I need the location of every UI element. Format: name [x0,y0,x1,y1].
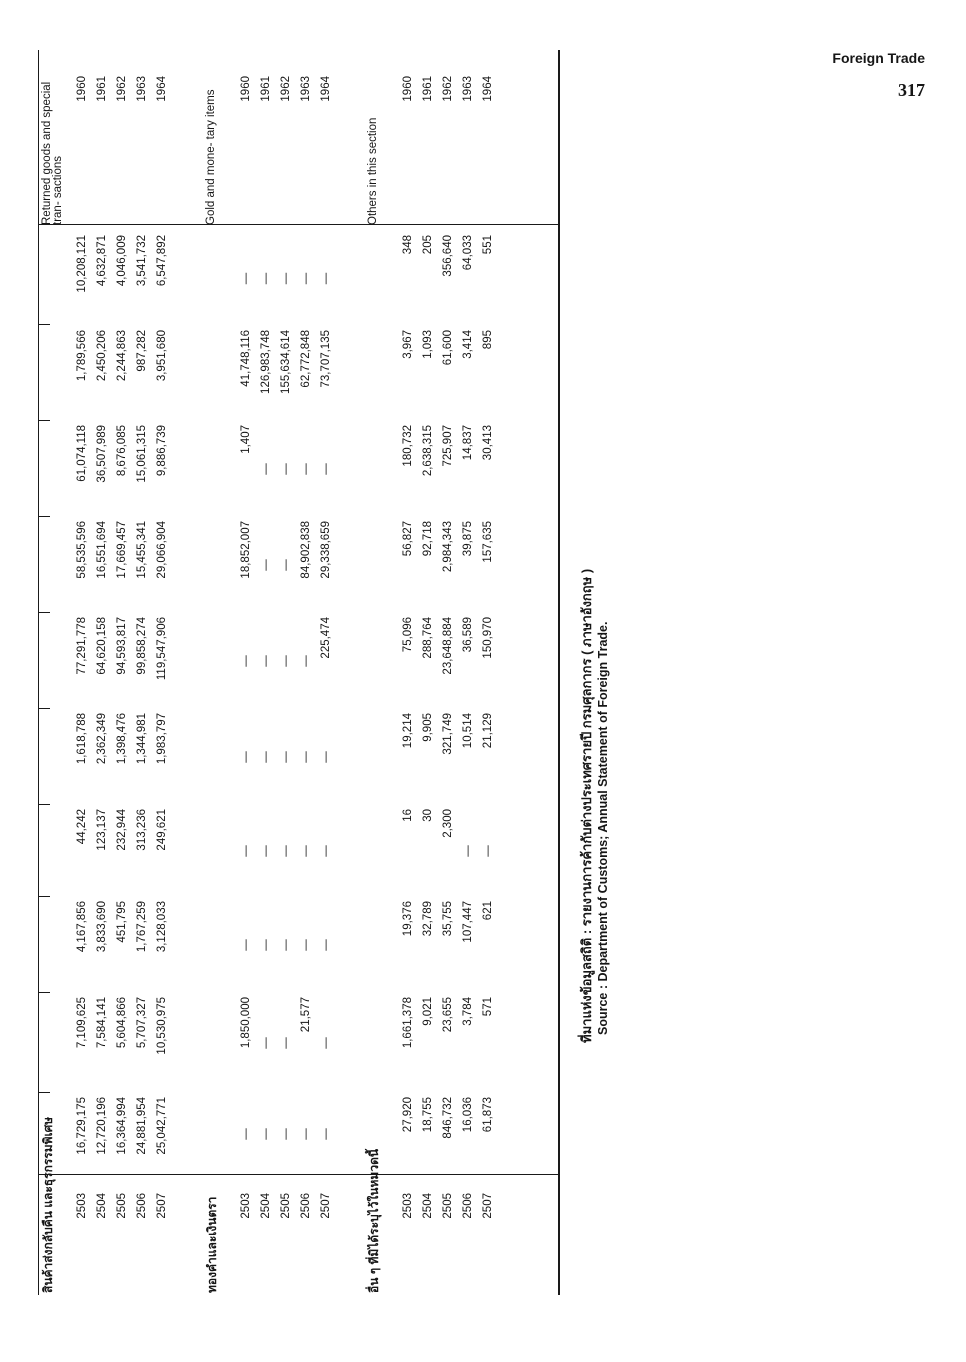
year-be-cell: 2504 [96,1193,108,1219]
year-ad-cell: 1964 [320,76,332,102]
year-be-cell: 2506 [136,1193,148,1219]
value-cell: 30,413 [482,425,494,461]
year-be-cell: 2505 [280,1193,292,1219]
value-cell: 2,984,343 [442,521,454,573]
year-be-cell: 2505 [116,1193,128,1219]
year-be-cell: 2505 [442,1193,454,1219]
value-cell: 75,096 [402,617,414,653]
year-ad-cell: 1964 [482,76,494,102]
value-cell: 14,837 [462,425,474,461]
value-cell: 3,414 [462,330,474,359]
value-cell: — [300,939,312,951]
value-cell: — [260,939,272,951]
value-cell: — [320,751,332,763]
source-note-thai: ที่มาแห่งข้อมูลสถิติ : รายงานการค้ากับต่างประเทศรายปี กรมศุลกากร ( ภาษาอังกฤษ ) [579,568,594,1043]
value-cell: 3,128,033 [156,901,168,953]
year-ad-cell: 1960 [76,76,88,102]
year-ad-cell: 1960 [402,76,414,102]
value-cell: — [280,272,292,285]
value-cell: — [260,1128,272,1140]
value-cell: 30 [422,809,434,822]
year-ad-cell: 1962 [116,76,128,102]
value-cell: 56,827 [402,521,414,557]
value-cell: — [280,1128,292,1140]
value-cell: — [320,272,332,285]
value-cell: 94,593,817 [116,617,128,675]
value-cell: 5,604,866 [116,997,128,1049]
value-cell: — [300,751,312,763]
value-cell: 23,655 [442,997,454,1033]
value-cell: — [240,272,252,285]
value-cell: — [240,1128,252,1140]
value-cell: 126,983,748 [260,330,272,394]
value-cell: 9,886,739 [156,425,168,477]
value-cell: 1,661,378 [402,997,414,1049]
value-cell: 1,618,788 [76,713,88,765]
year-be-cell: 2506 [300,1193,312,1219]
value-cell: 16 [402,809,414,822]
value-cell: 27,920 [402,1097,414,1133]
table-bottom-rule [558,50,560,1295]
value-cell: 321,749 [442,713,454,755]
year-be-cell: 2507 [482,1193,494,1219]
value-cell: 32,789 [422,901,434,937]
value-cell: 17,669,457 [116,521,128,579]
value-cell: 2,638,315 [422,425,434,477]
value-cell: 895 [482,330,494,350]
value-cell: 180,732 [402,425,414,467]
value-cell: 3,541,732 [136,235,148,287]
value-cell: 18,755 [422,1097,434,1133]
value-cell: 119,547,906 [156,617,168,681]
value-cell: — [320,939,332,951]
section-label-thai: สินค้าส่งกลับคืน และธุรกรรมพิเศษ [41,1116,55,1293]
value-cell: — [280,845,292,857]
table-section [368,50,498,1295]
value-cell: 25,042,771 [156,1097,168,1155]
value-cell: — [260,751,272,763]
value-cell: — [300,845,312,857]
value-cell: 99,858,274 [136,617,148,675]
value-cell: 16,364,994 [116,1097,128,1155]
value-cell: — [260,463,272,475]
value-cell: 61,873 [482,1097,494,1133]
section-label-thai: ทองคำและเงินตรา [205,1196,219,1293]
value-cell: 1,850,000 [240,997,252,1049]
value-cell: 36,589 [462,617,474,653]
value-cell: 35,755 [442,901,454,937]
value-cell: 725,907 [442,425,454,467]
value-cell: 4,632,871 [96,235,108,287]
value-cell: — [320,1128,332,1140]
value-cell: 4,046,009 [116,235,128,287]
table-section [42,50,172,1295]
value-cell: 1,398,476 [116,713,128,765]
value-cell: 58,535,596 [76,521,88,579]
value-cell: 451,795 [116,901,128,943]
value-cell: — [280,1037,292,1049]
value-cell: 16,729,175 [76,1097,88,1155]
value-cell: — [260,1037,272,1049]
value-cell: — [462,845,474,857]
page-header [832,50,925,101]
value-cell: 24,881,954 [136,1097,148,1155]
year-be-cell: 2503 [402,1193,414,1219]
value-cell: 3,951,680 [156,330,168,382]
year-be-cell: 2504 [422,1193,434,1219]
trade-table [38,50,568,1295]
value-cell: — [240,939,252,951]
value-cell: 23,648,884 [442,617,454,675]
value-cell: 1,407 [240,425,252,454]
year-be-cell: 2503 [76,1193,88,1219]
year-ad-cell: 1961 [96,76,108,102]
value-cell: — [300,1128,312,1140]
value-cell: — [320,1037,332,1049]
value-cell: 313,236 [136,809,148,851]
value-cell: 2,362,349 [96,713,108,765]
value-cell: 15,061,315 [136,425,148,483]
value-cell: 123,137 [96,809,108,851]
section-label-thai: อื่น ๆ ที่มิได้ระบุไว้ในหมวดนี้ [367,1148,381,1293]
value-cell: 288,764 [422,617,434,659]
value-cell: 29,066,904 [156,521,168,579]
value-cell: 10,208,121 [76,235,88,293]
year-ad-cell: 1963 [462,76,474,102]
value-cell: — [280,751,292,763]
value-cell: 205 [422,235,434,255]
value-cell: 1,344,981 [136,713,148,765]
table-top-rule [38,50,39,1295]
value-cell: 6,547,892 [156,235,168,287]
value-cell: 3,784 [462,997,474,1026]
year-ad-cell: 1962 [280,76,292,102]
section-label-english: Others in this section [367,117,379,225]
value-cell: 29,338,659 [320,521,332,579]
value-cell: — [300,463,312,475]
year-be-cell: 2503 [240,1193,252,1219]
value-cell: 21,129 [482,713,494,749]
value-cell: 15,455,341 [136,521,148,579]
value-cell: 356,640 [442,235,454,277]
value-cell: 73,707,135 [320,330,332,388]
value-cell: — [300,655,312,667]
value-cell: 3,967 [402,330,414,359]
year-be-cell: 2507 [320,1193,332,1219]
value-cell: 64,620,158 [96,617,108,675]
page-number: 317 [898,80,925,100]
value-cell: 5,707,327 [136,997,148,1049]
value-cell: 846,732 [442,1097,454,1139]
year-ad-cell: 1964 [156,76,168,102]
value-cell: — [320,463,332,475]
value-cell: 61,074,118 [76,425,88,482]
value-cell: 155,634,614 [280,330,292,394]
value-cell: 150,970 [482,617,494,659]
value-cell: 62,772,848 [300,330,312,388]
year-ad-cell: 1961 [422,76,434,102]
value-cell: — [280,559,292,571]
value-cell: 7,584,141 [96,997,108,1049]
value-cell: — [240,751,252,763]
value-cell: 19,376 [402,901,414,937]
value-cell: 41,748,116 [240,330,252,387]
value-cell: — [240,845,252,857]
year-ad-cell: 1961 [260,76,272,102]
value-cell: 3,833,690 [96,901,108,953]
year-be-cell: 2506 [462,1193,474,1219]
value-cell: 84,902,838 [300,521,312,579]
value-cell: 36,507,989 [96,425,108,483]
value-cell: 1,767,259 [136,901,148,953]
value-cell: 61,600 [442,330,454,366]
section-label-english: Returned goods and special tran- sactions [41,81,64,225]
value-cell: 10,530,975 [156,997,168,1055]
running-header-title: Foreign Trade [832,50,925,66]
table-section [206,50,336,1295]
value-cell: 16,551,694 [96,521,108,579]
rotated-table-block [38,50,610,1295]
value-cell: 64,033 [462,235,474,271]
value-cell: 16,036 [462,1097,474,1133]
value-cell: 9,021 [422,997,434,1026]
value-cell: — [280,939,292,951]
value-cell: — [260,272,272,285]
value-cell: 12,720,196 [96,1097,108,1155]
year-ad-cell: 1960 [240,76,252,102]
value-cell: — [260,655,272,667]
value-cell: 348 [402,235,414,255]
value-cell: 4,167,856 [76,901,88,953]
value-cell: — [240,655,252,667]
value-cell: — [482,845,494,857]
year-be-cell: 2507 [156,1193,168,1219]
value-cell: 9,905 [422,713,434,742]
value-cell: 987,282 [136,330,148,372]
value-cell: 2,300 [442,809,454,838]
value-cell: — [260,559,272,571]
value-cell: 1,983,797 [156,713,168,765]
value-cell: 77,291,778 [76,617,88,675]
value-cell: 2,244,863 [116,330,128,382]
value-cell: 107,447 [462,901,474,943]
value-cell: — [320,845,332,857]
section-label-english: Gold and mone- tary items [205,89,217,225]
value-cell: 19,214 [402,713,414,749]
source-note-english: Source : Department of Customs; Annual Statement of Foreign Trade. [596,621,610,1035]
value-cell: 571 [482,997,494,1017]
value-cell: 2,450,206 [96,330,108,382]
value-cell: 1,789,566 [76,330,88,382]
value-cell: 18,852,007 [240,521,252,579]
value-cell: 621 [482,901,494,921]
year-ad-cell: 1962 [442,76,454,102]
value-cell: 225,474 [320,617,332,659]
value-cell: 1,093 [422,330,434,359]
value-cell: 551 [482,235,494,255]
value-cell: 21,577 [300,997,312,1033]
year-ad-cell: 1963 [136,76,148,102]
value-cell: 44,242 [76,809,88,845]
value-cell: — [280,463,292,475]
year-ad-cell: 1963 [300,76,312,102]
value-cell: 232,944 [116,809,128,851]
year-be-cell: 2504 [260,1193,272,1219]
value-cell: 7,109,625 [76,997,88,1049]
value-cell: 10,514 [462,713,474,749]
value-cell: — [260,845,272,857]
value-cell: — [280,655,292,667]
value-cell: 39,875 [462,521,474,557]
value-cell: 92,718 [422,521,434,557]
value-cell: 8,676,085 [116,425,128,477]
value-cell: — [300,272,312,285]
value-cell: 157,635 [482,521,494,563]
value-cell: 249,621 [156,809,168,851]
